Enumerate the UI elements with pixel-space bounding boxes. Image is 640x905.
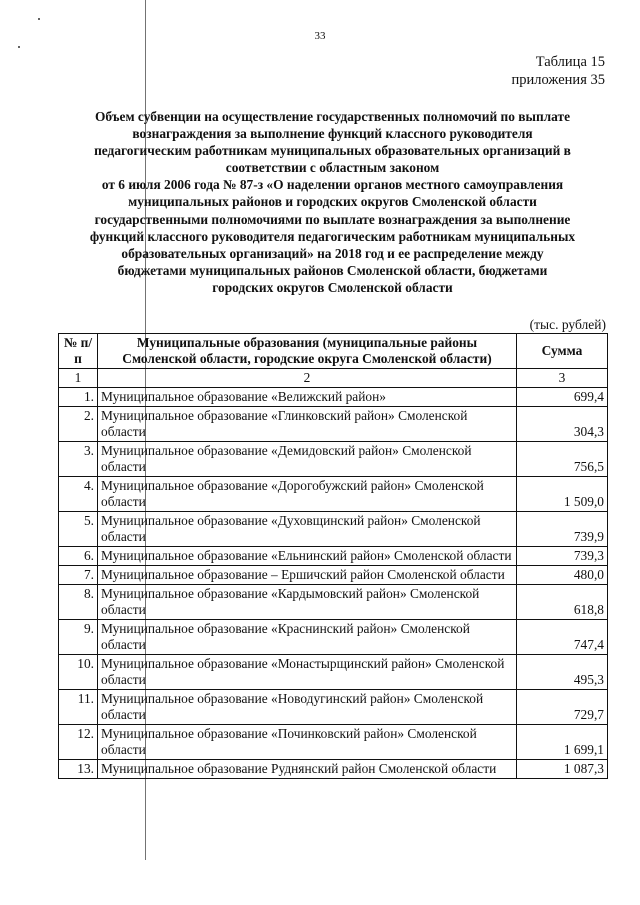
municipality-name: Муниципальное образование «Починковский район» Смоленской области: [98, 725, 517, 760]
table-row: [59, 725, 608, 760]
title-line: соответствии с областным законом: [225, 160, 440, 176]
municipality-name: Муниципальное образование Руднянский район Смоленской области: [98, 760, 517, 779]
table-row: [59, 566, 608, 585]
municipality-name: Муниципальное образование «Монастырщинский район» Смоленской области: [98, 655, 517, 690]
subvention-amount: 1 087,3: [517, 760, 608, 779]
municipality-name: Муниципальное образование «Духовщинский район» Смоленской области: [98, 512, 517, 547]
scan-speck: [38, 18, 40, 20]
title-line: от 6 июля 2006 года № 87-з «О наделении органов местного самоуправления: [101, 177, 564, 193]
title-line: муниципальных районов и городских округов Смоленской области: [128, 194, 537, 210]
title-line: функций классного руководителя педагогическим работникам муниципальных: [89, 228, 576, 244]
row-number: 6.: [59, 547, 98, 566]
column-number: 1: [59, 369, 98, 388]
table-row: [59, 655, 608, 690]
column-number: 3: [517, 369, 608, 388]
municipality-name: Муниципальное образование – Ершичский район Смоленской области: [98, 566, 517, 585]
row-number: 3.: [59, 442, 98, 477]
row-number: 1.: [59, 388, 98, 407]
subvention-amount: 304,3: [517, 407, 608, 442]
table-reference-line2: приложения 35: [511, 72, 605, 88]
table-row: [59, 442, 608, 477]
subvention-amount: 495,3: [517, 655, 608, 690]
title-line: городских округов Смоленской области: [212, 279, 453, 295]
row-number: 11.: [59, 690, 98, 725]
row-number: 12.: [59, 725, 98, 760]
subvention-amount: 756,5: [517, 442, 608, 477]
table-row: [59, 512, 608, 547]
subvention-amount: 739,3: [517, 547, 608, 566]
municipality-name: Муниципальное образование «Демидовский район» Смоленской области: [98, 442, 517, 477]
row-number: 2.: [59, 407, 98, 442]
municipality-name: Муниципальное образование «Кардымовский район» Смоленской области: [98, 585, 517, 620]
municipality-name: Муниципальное образование «Новодугинский район» Смоленской области: [98, 690, 517, 725]
table-reference-line1: Таблица 15: [535, 54, 605, 70]
municipality-name: Муниципальное образование «Велижский район»: [98, 388, 517, 407]
row-number: 7.: [59, 566, 98, 585]
subvention-amount: 699,4: [517, 388, 608, 407]
title-line: вознаграждения за выполнение функций классного руководителя: [132, 126, 533, 142]
header-sum: Сумма: [517, 334, 608, 369]
municipality-name: Муниципальное образование «Ельнинский район» Смоленской области: [98, 547, 517, 566]
subvention-amount: 1 509,0: [517, 477, 608, 512]
row-number: 13.: [59, 760, 98, 779]
subvention-amount: 739,9: [517, 512, 608, 547]
subvention-amount: 618,8: [517, 585, 608, 620]
title-line: государственными полномочиями по выплате вознаграждения за выполнение: [94, 211, 571, 227]
table-row: [59, 585, 608, 620]
table-row: [59, 547, 608, 566]
title-line: бюджетами муниципальных районов Смоленской области, бюджетами: [117, 262, 548, 278]
table-row: [59, 620, 608, 655]
row-number: 8.: [59, 585, 98, 620]
page-number: 33: [314, 30, 326, 42]
title-line: педагогическим работникам муниципальных образовательных организаций в: [94, 143, 571, 159]
title-line: Объем субвенции на осуществление государственных полномочий по выплате: [94, 109, 571, 124]
document-title: [55, 108, 610, 296]
subvention-amount: 480,0: [517, 566, 608, 585]
row-number: 10.: [59, 655, 98, 690]
row-number: 9.: [59, 620, 98, 655]
table-header-row: [59, 334, 608, 369]
row-number: 4.: [59, 477, 98, 512]
scan-speck: [18, 46, 20, 48]
table-reference: [512, 53, 605, 89]
column-number: 2: [98, 369, 517, 388]
municipality-name: Муниципальное образование «Краснинский район» Смоленской области: [98, 620, 517, 655]
municipality-name: Муниципальное образование «Дорогобужский район» Смоленской области: [98, 477, 517, 512]
table-row: [59, 690, 608, 725]
subvention-table: [58, 333, 608, 779]
subvention-amount: 747,4: [517, 620, 608, 655]
subvention-amount: 729,7: [517, 690, 608, 725]
table-row: [59, 407, 608, 442]
table-row: [59, 760, 608, 779]
column-numbers-row: [59, 369, 608, 388]
title-line: образовательных организаций» на 2018 год и ее распределение между: [121, 245, 544, 261]
municipality-name: Муниципальное образование «Глинковский район» Смоленской области: [98, 407, 517, 442]
table-row: [59, 477, 608, 512]
units-label: (тыс. рублей): [529, 317, 606, 332]
header-num: № п/п: [59, 334, 98, 369]
row-number: 5.: [59, 512, 98, 547]
subvention-amount: 1 699,1: [517, 725, 608, 760]
table-row: [59, 388, 608, 407]
header-name: Муниципальные образования (муниципальные районы Смоленской области, городские округа Смоленской области): [98, 334, 517, 369]
